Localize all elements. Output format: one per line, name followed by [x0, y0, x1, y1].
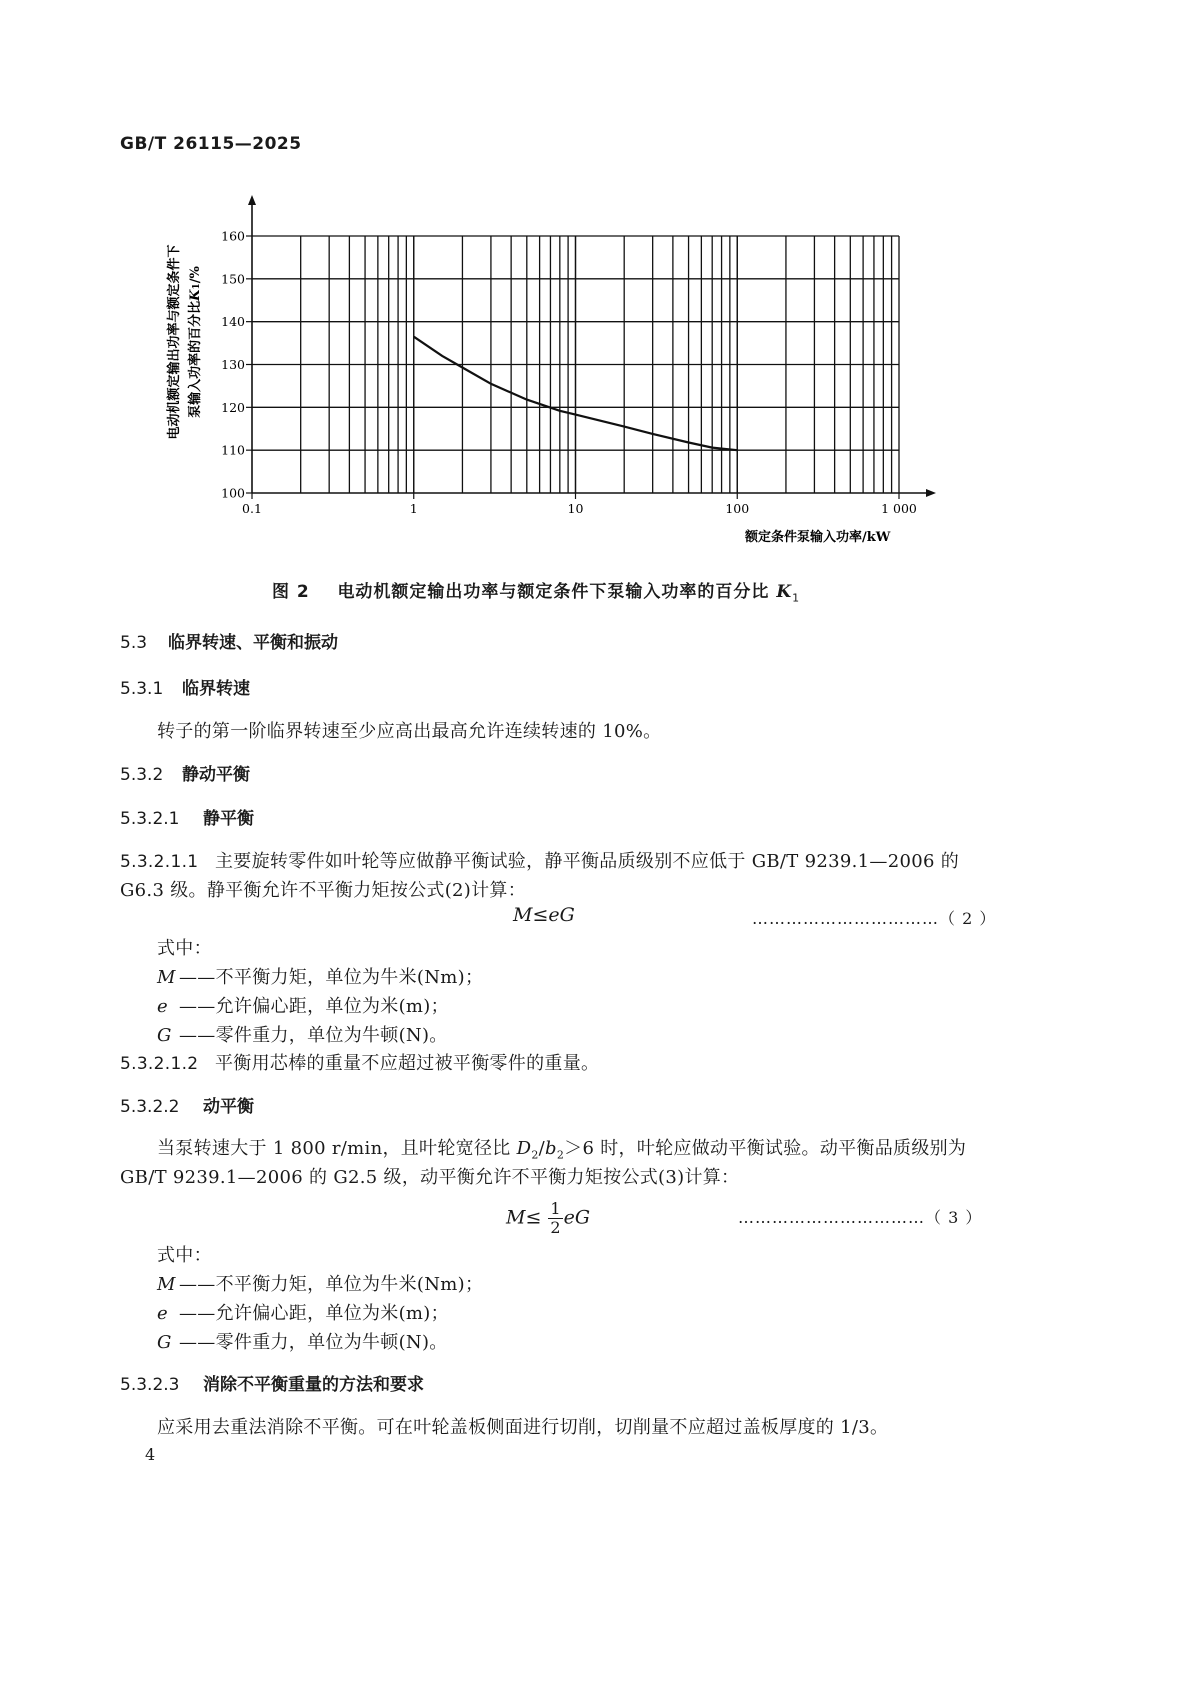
x-tick-label: 0.1 — [242, 501, 262, 516]
formula-2: M≤eG — [513, 904, 575, 926]
y-label-symbol: K — [188, 289, 203, 301]
section-title: 动平衡 — [203, 1097, 254, 1117]
formula-lhs: M≤ — [506, 1206, 542, 1229]
symbol: G — [157, 1332, 172, 1353]
paragraph-5-3-2-2-line1 — [157, 1134, 966, 1162]
x-tick-label: 10 — [567, 501, 584, 516]
fraction — [548, 1200, 562, 1237]
clause-number: 5.3.2.1.2 — [120, 1054, 199, 1074]
figure-caption-prefix: 图 2 — [272, 582, 310, 602]
section-5-3-2-2-heading — [120, 1092, 254, 1117]
x-axis-label: 额定条件泵输入功率/kW — [745, 530, 891, 545]
paragraph-5-3-2-1-1-line2: G6.3 级。静平衡允许不平衡力矩按公式(2)计算： — [120, 880, 527, 901]
where-1-item-g — [157, 1021, 448, 1047]
x-tick-label: 1 — [409, 501, 418, 516]
y-axis-label-line1: 电动机额定输出功率与额定条件下 — [167, 244, 182, 440]
definition: ——允许偏心距，单位为米(m)； — [179, 1303, 449, 1324]
y-label-subscript: 1 — [192, 283, 202, 290]
paragraph-5-3-2-1-2 — [120, 1049, 599, 1075]
symbol-b: b — [545, 1138, 557, 1159]
section-title: 临界转速、平衡和振动 — [168, 633, 338, 653]
figure-caption-text: 电动机额定输出功率与额定条件下泵输入功率的百分比 — [337, 582, 770, 602]
where-2-item-m — [157, 1270, 483, 1296]
paragraph-5-3-2-2-line2: GB/T 9239.1—2006 的 G2.5 级，动平衡允许不平衡力矩按公式(3)计算： — [120, 1167, 740, 1188]
section-title: 静动平衡 — [182, 765, 250, 785]
section-5-3-2-heading — [120, 760, 250, 785]
y-tick-label: 160 — [221, 228, 245, 244]
symbol: M — [157, 967, 176, 988]
paragraph-5-3-2-3: 应采用去重法消除不平衡。可在叶轮盖板侧面进行切削，切削量不应超过盖板厚度的 1/3。 — [157, 1417, 889, 1438]
y-tick-label: 150 — [221, 271, 245, 287]
symbol: G — [157, 1025, 172, 1046]
definition: ——不平衡力矩，单位为牛米(Nm)； — [179, 1274, 484, 1295]
subscript: 2 — [556, 1148, 565, 1162]
formula-3 — [506, 1200, 590, 1237]
formula-rhs: eG — [563, 1206, 591, 1229]
paragraph-5-3-2-1-1-line1 — [120, 847, 959, 873]
where-1-item-e — [157, 992, 449, 1018]
definition: ——零件重力，单位为牛顿(N)。 — [179, 1025, 448, 1046]
section-number: 5.3.2.1 — [120, 809, 180, 829]
definition: ——允许偏心距，单位为米(m)； — [179, 996, 449, 1017]
document-id: GB/T 26115—2025 — [120, 134, 302, 154]
figure-caption-symbol: K — [776, 582, 793, 602]
y-axis-label-line2 — [187, 266, 203, 418]
formula-3-number: ……………………………（ 3 ） — [738, 1208, 983, 1227]
y-tick-label: 140 — [221, 314, 245, 330]
clause-text: 平衡用芯棒的重量不应超过被平衡零件的重量。 — [215, 1053, 600, 1074]
where-2-item-g — [157, 1328, 448, 1354]
clause-text: 主要旋转零件如叶轮等应做静平衡试验，静平衡品质级别不应低于 GB/T 9239.1—2006 的 — [215, 851, 960, 872]
clause-number: 5.3.2.1.1 — [120, 852, 199, 872]
y-label-unit: /% — [188, 266, 203, 284]
where-label-1: 式中： — [157, 938, 212, 959]
slash: / — [538, 1138, 546, 1159]
section-title: 静平衡 — [203, 809, 254, 829]
text-segment: ＞6 时，叶轮应做动平衡试验。动平衡品质级别为 — [564, 1138, 967, 1159]
figure-caption — [272, 577, 800, 604]
x-tick-label: 100 — [725, 501, 750, 516]
section-number: 5.3.2.2 — [120, 1097, 180, 1117]
percentage-k1-chart — [160, 185, 960, 565]
section-5-3-2-1-heading — [120, 804, 254, 829]
section-number: 5.3.2.3 — [120, 1375, 180, 1395]
symbol-d: D — [516, 1138, 532, 1159]
x-tick-label: 1 000 — [881, 501, 917, 516]
symbol: e — [157, 996, 168, 1017]
section-5-3-1-heading — [120, 674, 250, 699]
section-5-3-2-3-heading — [120, 1370, 424, 1395]
y-tick-label: 100 — [221, 485, 245, 501]
paragraph-5-3-1: 转子的第一阶临界转速至少应高出最高允许连续转速的 10%。 — [157, 721, 662, 742]
definition: ——零件重力，单位为牛顿(N)。 — [179, 1332, 448, 1353]
section-number: 5.3.1 — [120, 679, 164, 699]
page-number: 4 — [145, 1445, 156, 1464]
y-tick-label: 130 — [221, 357, 245, 372]
section-5-3-heading — [120, 628, 338, 653]
symbol: e — [157, 1303, 168, 1324]
section-title: 消除不平衡重量的方法和要求 — [203, 1375, 424, 1395]
where-1-item-m — [157, 963, 483, 989]
x-axis-arrow — [926, 489, 936, 497]
y-tick-label: 110 — [221, 442, 245, 458]
symbol: M — [157, 1274, 176, 1295]
fraction-denominator: 2 — [550, 1218, 561, 1237]
subscript: 2 — [531, 1148, 539, 1162]
section-title: 临界转速 — [182, 679, 250, 699]
y-label-text: 泵输入功率的百分比 — [188, 300, 203, 418]
where-label-2: 式中： — [157, 1245, 212, 1266]
definition: ——不平衡力矩，单位为牛米(Nm)； — [179, 967, 484, 988]
section-number: 5.3.2 — [120, 765, 164, 785]
y-tick-label: 120 — [221, 399, 245, 415]
fraction-numerator: 1 — [550, 1199, 561, 1218]
where-2-item-e — [157, 1299, 449, 1325]
text-segment: 当泵转速大于 1 800 r/min，且叶轮宽径比 — [157, 1138, 511, 1159]
y-axis-arrow — [248, 195, 256, 205]
figure-caption-subscript: 1 — [792, 591, 801, 605]
formula-2-number: ……………………………（ 2 ） — [752, 909, 997, 928]
section-number: 5.3 — [120, 633, 148, 653]
